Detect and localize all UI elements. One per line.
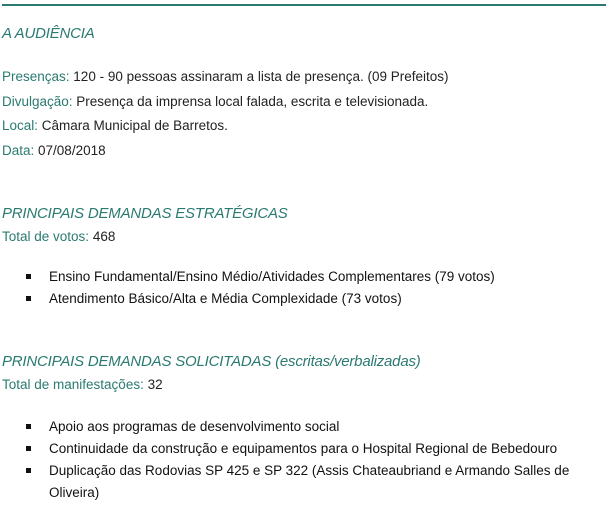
total-value: 32 — [143, 377, 163, 392]
solicitadas-list — [0, 416, 611, 504]
bullet-icon — [26, 446, 31, 451]
bullet-icon — [26, 468, 31, 473]
list-item-text: Duplicação das Rodovias SP 425 e SP 322 (Assis Chateaubriand e Armando Salles de Oliveira) — [49, 463, 570, 500]
list-item — [0, 416, 611, 438]
bullet-icon — [26, 296, 31, 301]
list-item — [0, 288, 611, 310]
list-item — [0, 266, 611, 288]
total-label: Total de manifestações: — [2, 377, 144, 392]
section-heading-solicitadas: PRINCIPAIS DEMANDAS SOLICITADAS (escritas/verbalizadas) — [2, 353, 421, 370]
info-value: 120 - 90 pessoas assinaram a lista de presença. (09 Prefeitos) — [69, 69, 449, 84]
list-item-text: Continuidade da construção e equipamentos para o Hospital Regional de Bebedouro — [49, 441, 558, 456]
info-value: Câmara Municipal de Barretos. — [38, 118, 228, 133]
list-item-text: Atendimento Básico/Alta e Média Complexidade (73 votos) — [49, 291, 402, 306]
bullet-icon — [26, 424, 31, 429]
info-label: Divulgação: — [2, 94, 73, 109]
top-divider — [2, 4, 606, 6]
info-row-presencas — [2, 69, 449, 84]
info-row-divulgacao — [2, 94, 428, 109]
bullet-icon — [26, 274, 31, 279]
info-label: Data: — [2, 143, 35, 158]
total-votos — [2, 229, 115, 244]
list-item — [0, 438, 611, 460]
section-heading-estrategicas: PRINCIPAIS DEMANDAS ESTRATÉGICAS — [2, 205, 288, 222]
info-label: Presenças: — [2, 69, 70, 84]
total-value: 468 — [89, 229, 116, 244]
total-label: Total de votos: — [2, 229, 90, 244]
info-value: 07/08/2018 — [34, 143, 106, 158]
info-label: Local: — [2, 118, 39, 133]
info-row-local — [2, 118, 228, 133]
list-item — [0, 460, 597, 504]
list-item-text: Apoio aos programas de desenvolvimento social — [49, 419, 340, 434]
section-heading-audiencia: A AUDIÊNCIA — [2, 25, 95, 42]
total-manifestacoes — [2, 377, 163, 392]
info-row-data — [2, 143, 106, 158]
info-value: Presença da imprensa local falada, escrita e televisionada. — [72, 94, 429, 109]
estrategicas-list — [0, 266, 611, 310]
list-item-text: Ensino Fundamental/Ensino Médio/Atividades Complementares (79 votos) — [49, 269, 495, 284]
